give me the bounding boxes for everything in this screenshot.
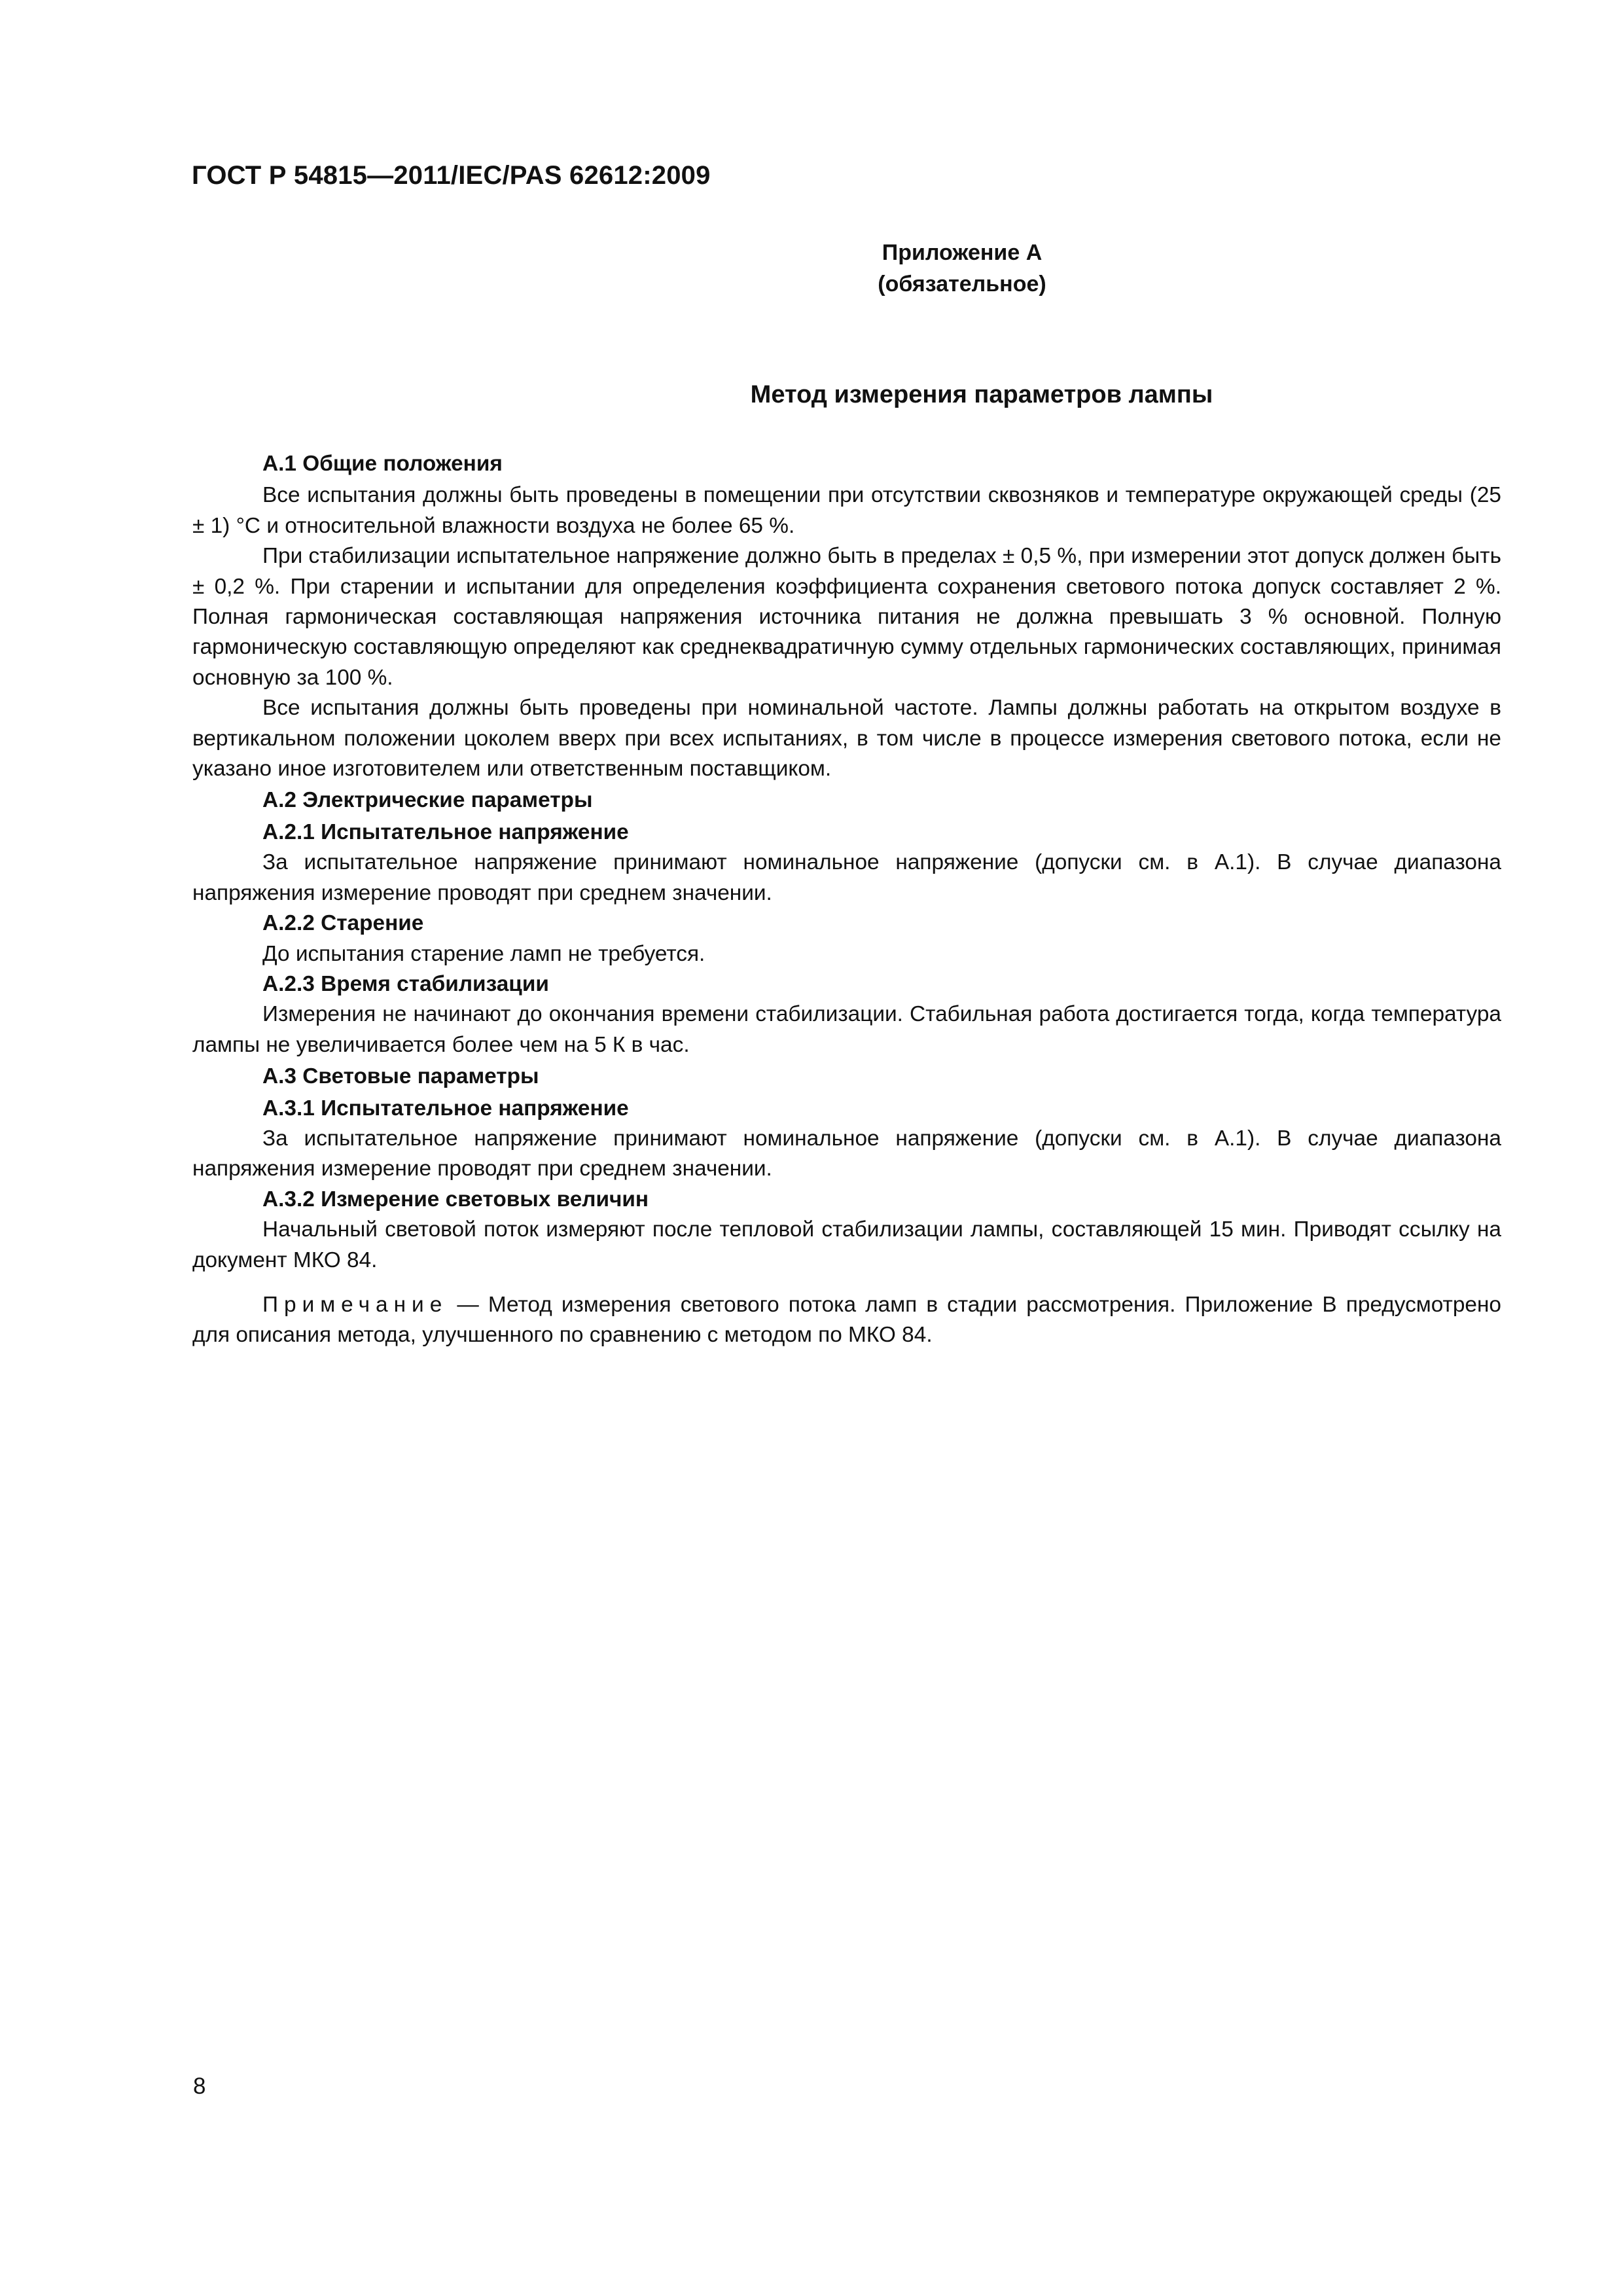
standard-number: ГОСТ Р 54815—2011/IEC/PAS 62612:2009 — [192, 161, 711, 190]
subsection-heading-a31: А.3.1 Испытательное напряжение — [262, 1096, 629, 1121]
paragraph-a1-1: Все испытания должны быть проведены в помещении при отсутствии сквозняков и температуре окружающей среды (25 ± 1) °С и относительной влажности воздуха не более 65 %. — [192, 483, 1501, 538]
subsection-heading-a32: А.3.2 Измерение световых величин — [262, 1187, 649, 1211]
appendix-title: Метод измерения параметров лампы — [750, 381, 1213, 408]
paragraph-a32: Начальный световой поток измеряют после тепловой стабилизации лампы, составляющей 15 мин. Приводят ссылку на документ МКО 84. — [192, 1217, 1501, 1272]
paragraph-a23: Измерения не начинают до окончания времени стабилизации. Стабильная работа достигается тогда, когда температура лампы не увеличивается более чем на 5 К в час. — [192, 1002, 1501, 1057]
document-body — [192, 448, 1501, 1351]
paragraph-a1-2: При стабилизации испытательное напряжение должно быть в пределах ± 0,5 %, при измерении этот допуск должен быть ± 0,2 %. При старении и испытании для определения коэффициента сохранения светового потока допуск составляет 2 %. Полная гармоническая составляющая напряжения источника питания не должна превышать 3 % основной. Полную гармоническую составляющую определяют как среднеквадратичную сумму отдельных гармонических составляющих, принимая основную за 100 %. — [192, 544, 1501, 690]
appendix-status: (обязательное) — [878, 272, 1046, 296]
section-heading-a2: А.2 Электрические параметры — [262, 788, 593, 813]
paragraph-a21: За испытательное напряжение принимают номинальное напряжение (допуски см. в А.1). В случае диапазона напряжения измерение проводят при среднем значении. — [192, 850, 1501, 905]
paragraph-a31: За испытательное напряжение принимают номинальное напряжение (допуски см. в А.1). В случае диапазона напряжения измерение проводят при среднем значении. — [192, 1126, 1501, 1181]
paragraph-a22: До испытания старение ламп не требуется. — [262, 941, 705, 966]
note-label: Примечание — [262, 1292, 448, 1317]
subsection-heading-a22: А.2.2 Старение — [262, 911, 424, 936]
appendix-label: Приложение А — [882, 240, 1043, 265]
note-paragraph — [192, 1290, 1501, 1351]
subsection-heading-a21: А.2.1 Испытательное напряжение — [262, 819, 629, 844]
note-text: — Метод измерения светового потока ламп в стадии рассмотрения. Приложение В предусмотрено для описания метода, улучшенного по сравнению с методом по МКО 84. — [192, 1292, 1502, 1348]
section-heading-a1: А.1 Общие положения — [262, 452, 503, 476]
subsection-heading-a23: А.2.3 Время стабилизации — [262, 971, 549, 996]
section-heading-a3: А.3 Световые параметры — [262, 1064, 539, 1089]
page-number: 8 — [193, 2073, 206, 2099]
paragraph-a1-3: Все испытания должны быть проведены при номинальной частоте. Лампы должны работать на открытом воздухе в вертикальном положении цоколем вверх при всех испытаниях, в том числе в процессе измерения светового потока, если не указано иное изготовителем или ответственным поставщиком. — [192, 696, 1501, 781]
